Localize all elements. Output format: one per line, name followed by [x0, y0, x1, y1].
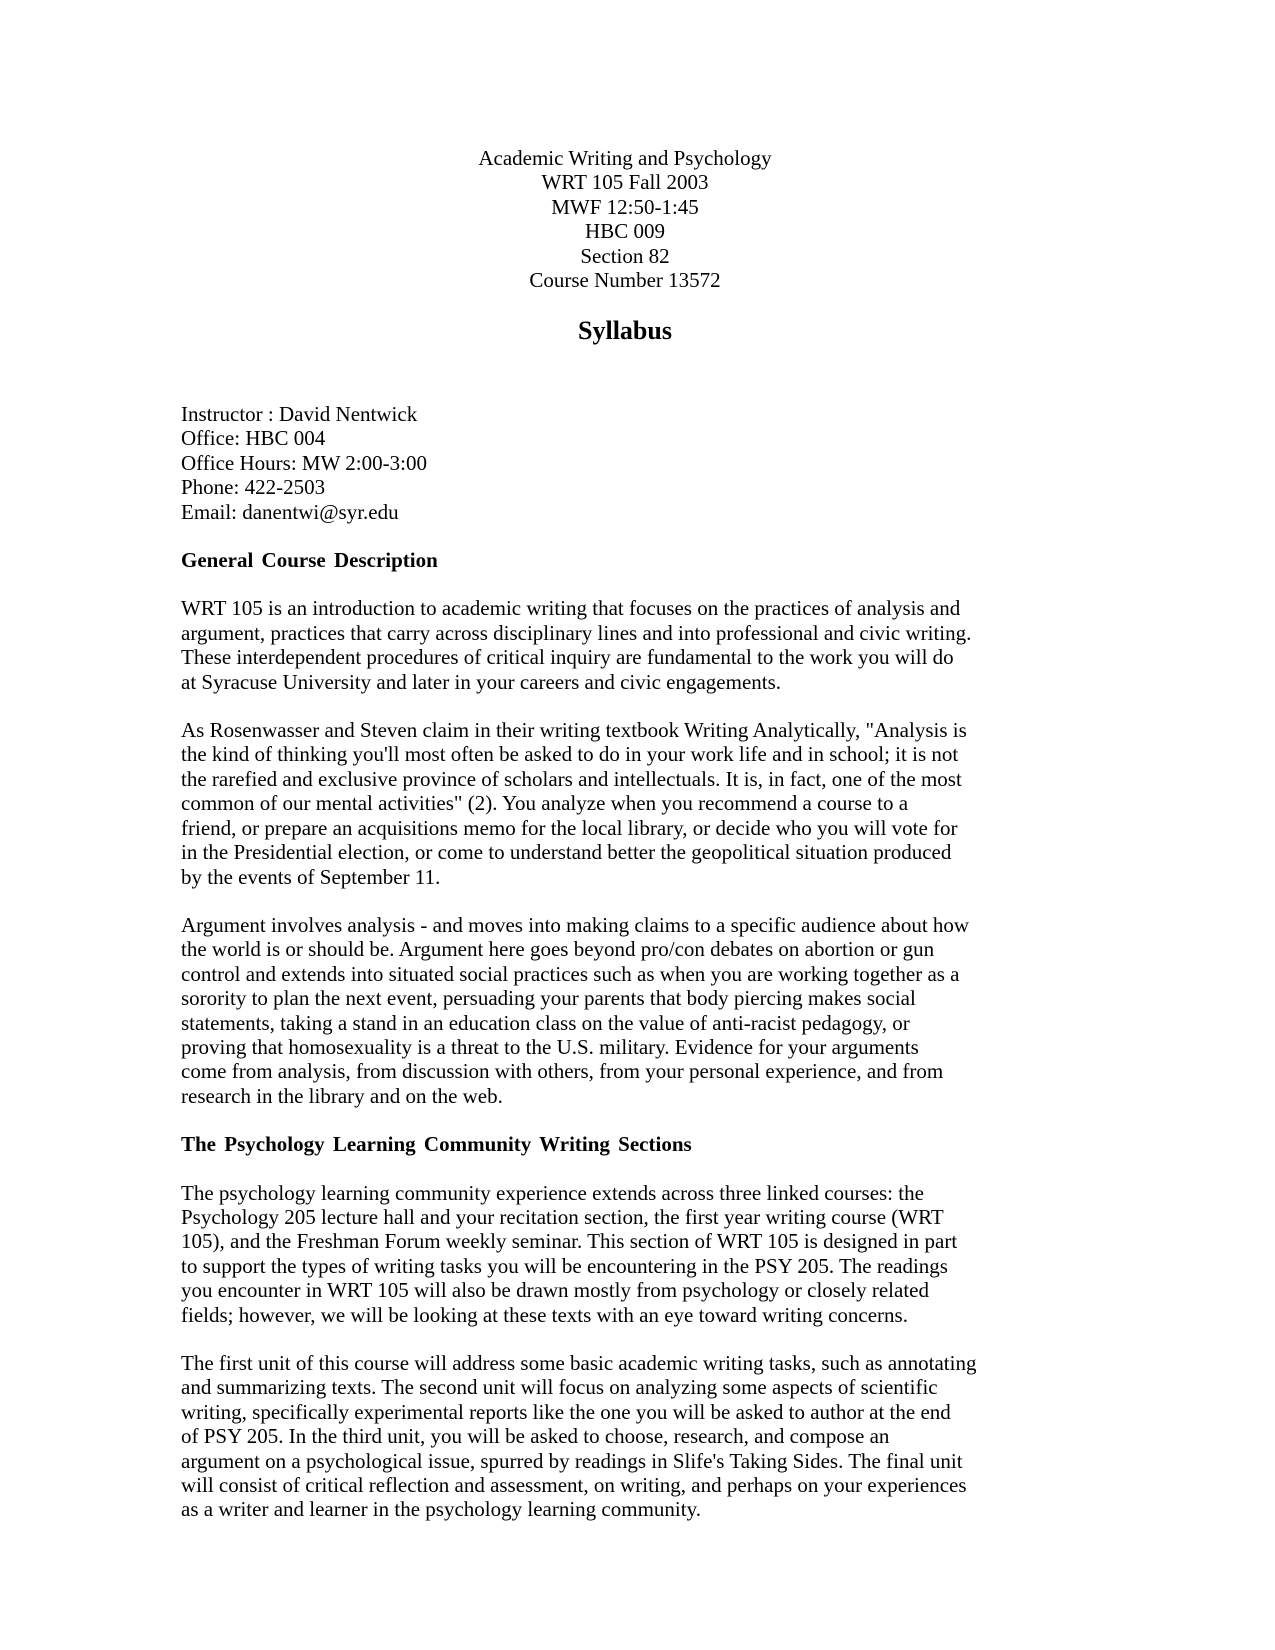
paragraph-line: of PSY 205. In the third unit, you will be asked to choose, research, and compose an [181, 1424, 890, 1449]
room-line: HBC 009 [585, 219, 665, 244]
paragraph-line: statements, taking a stand in an education class on the value of anti-racist pedagogy, or [181, 1010, 910, 1035]
intro-paragraph [181, 596, 1065, 694]
paragraph-line: as a writer and learner in the psychology learning community. [181, 1497, 701, 1522]
paragraph-line: sorority to plan the next event, persuading your parents that body piercing makes social [181, 986, 916, 1011]
paragraph-line: proving that homosexuality is a threat to the U.S. military. Evidence for your arguments [181, 1034, 919, 1059]
office-hours: Office Hours: MW 2:00-3:00 [181, 450, 427, 475]
paragraph-line: at Syracuse University and later in your careers and civic engagements. [181, 669, 782, 694]
units-paragraph [181, 1351, 1065, 1522]
paragraph-line: The first unit of this course will address some basic academic writing tasks, such as annotating [181, 1351, 977, 1375]
paragraph-line: you encounter in WRT 105 will also be drawn mostly from psychology or closely related [181, 1278, 929, 1303]
paragraph-line: the kind of thinking you'll most often be asked to do in your work life and in school; it is not [181, 742, 959, 767]
page-title: Syllabus [578, 316, 672, 345]
paragraph-line: and summarizing texts. The second unit will focus on analyzing some aspects of scientific [181, 1375, 938, 1400]
paragraph-line: come from analysis, from discussion with others, from your personal experience, and from [181, 1059, 944, 1084]
paragraph-line: WRT 105 is an introduction to academic writing that focuses on the practices of analysis and [181, 596, 961, 621]
instructor-contact-block [181, 402, 1065, 524]
paragraph-line: As Rosenwasser and Steven claim in their writing textbook Writing Analytically, "Analysis is [181, 718, 967, 743]
paragraph-line: common of our mental activities" (2). You analyze when you recommend a course to a [181, 791, 909, 816]
office-location: Office: HBC 004 [181, 426, 326, 451]
paragraph-line: argument on a psychological issue, spurred by readings in Slife's Taking Sides. The final unit [181, 1448, 963, 1473]
email-address: Email: danentwi@syr.edu [181, 499, 399, 524]
course-header [0, 146, 1250, 292]
syllabus-body [181, 402, 1065, 1522]
paragraph-line: argument, practices that carry across disciplinary lines and into professional and civic writing. [181, 620, 972, 645]
course-number-line: Course Number 13572 [529, 268, 721, 293]
paragraph-line: Argument involves analysis - and moves into making claims to a specific audience about how [181, 912, 970, 937]
analysis-paragraph [181, 718, 1065, 889]
instructor-name: Instructor : David Nentwick [181, 402, 418, 426]
paragraph-line: Psychology 205 lecture hall and your recitation section, the first year writing course (WRT [181, 1204, 944, 1229]
paragraph-line: friend, or prepare an acquisitions memo for the local library, or decide who you will vote for [181, 815, 958, 840]
argument-paragraph [181, 913, 1065, 1108]
paragraph-line: These interdependent procedures of critical inquiry are fundamental to the work you will do [181, 645, 954, 670]
learning-community-paragraph [181, 1181, 1065, 1327]
paragraph-line: research in the library and on the web. [181, 1083, 503, 1108]
section-line: Section 82 [580, 243, 670, 268]
paragraph-line: control and extends into situated social practices such as when you are working together as a [181, 961, 960, 986]
paragraph-line: by the events of September 11. [181, 864, 441, 889]
meeting-time-line: MWF 12:50-1:45 [551, 194, 699, 219]
psychology-sections-heading: The Psychology Learning Community Writing Sections [181, 1132, 692, 1157]
paragraph-line: The psychology learning community experience extends across three linked courses: the [181, 1180, 924, 1205]
paragraph-line: the world is or should be. Argument here goes beyond pro/con debates on abortion or gun [181, 937, 935, 962]
paragraph-line: in the Presidential election, or come to understand better the geopolitical situation produced [181, 840, 952, 865]
paragraph-line: fields; however, we will be looking at these texts with an eye toward writing concerns. [181, 1302, 908, 1327]
paragraph-line: to support the types of writing tasks you will be encountering in the PSY 205. The readings [181, 1253, 948, 1278]
course-code-line: WRT 105 Fall 2003 [541, 170, 709, 195]
paragraph-line: 105), and the Freshman Forum weekly seminar. This section of WRT 105 is designed in part [181, 1229, 958, 1254]
paragraph-line: writing, specifically experimental reports like the one you will be asked to author at the end [181, 1399, 951, 1424]
paragraph-line: the rarefied and exclusive province of scholars and intellectuals. It is, in fact, one of the most [181, 766, 962, 791]
phone-number: Phone: 422-2503 [181, 475, 326, 500]
general-description-heading: General Course Description [181, 548, 438, 573]
paragraph-line: will consist of critical reflection and assessment, on writing, and perhaps on your experiences [181, 1473, 967, 1498]
course-title-line: Academic Writing and Psychology [478, 146, 772, 170]
